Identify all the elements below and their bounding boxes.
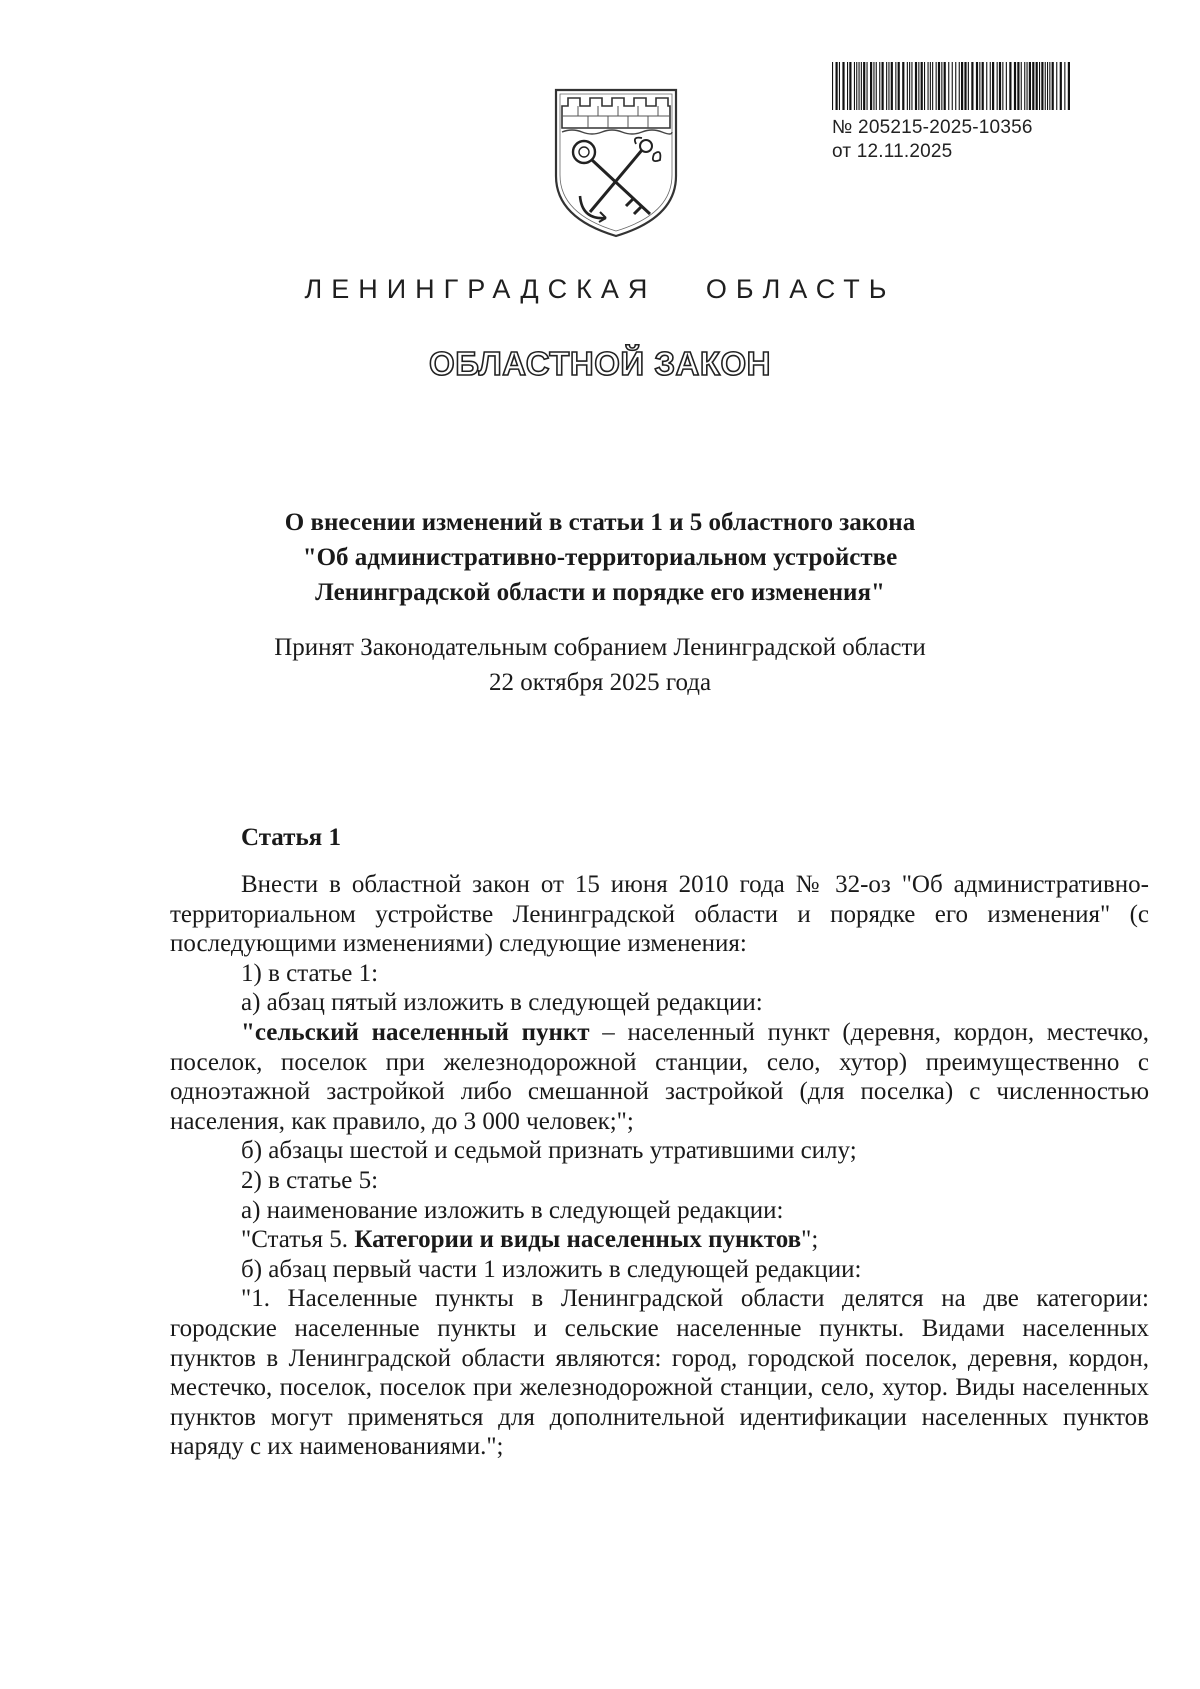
barcode-bar [1047, 62, 1048, 110]
barcode-bar [961, 62, 963, 110]
barcode-bar [1002, 62, 1003, 110]
barcode-bar [982, 62, 984, 110]
barcode-bar [859, 62, 860, 110]
barcode-bar [1024, 62, 1025, 110]
law-title-line-1: О внесении изменений в статьи 1 и 5 областного закона [284, 509, 916, 536]
quote-2-title: Категории и виды населенных пунктов [354, 1226, 802, 1254]
barcode-bar [849, 62, 851, 110]
barcode-image [832, 62, 1072, 110]
barcode-bar [997, 62, 998, 110]
barcode-bar [944, 62, 946, 110]
barcode-bar [1056, 62, 1057, 110]
barcode-bar [924, 62, 925, 110]
barcode-bar [941, 62, 942, 110]
registration-date: от 12.11.2025 [832, 141, 953, 162]
barcode-bar [873, 62, 874, 110]
article-body [170, 870, 1149, 1462]
article-item-2: 2) в статье 5: [241, 1166, 379, 1194]
barcode-bar [1052, 62, 1054, 110]
barcode-bar [1027, 62, 1028, 110]
barcode-bar [832, 62, 833, 110]
quote-2-prefix: "Статья 5. [241, 1226, 355, 1254]
barcode-bar [928, 62, 929, 110]
barcode-bar [863, 62, 865, 110]
article-item-2a: а) наименование изложить в следующей редакции: [241, 1196, 784, 1224]
law-title-line-3: Ленинградской области и порядке его изменения" [315, 579, 885, 606]
adoption-line-1: Принят Законодательным собранием Ленинградской области [274, 634, 926, 661]
barcode-bar [1068, 62, 1070, 110]
barcode-bar [895, 62, 896, 110]
barcode-bar [911, 62, 912, 110]
registration-number: № 205215-2025-10356 [832, 117, 1033, 138]
barcode-bar [898, 62, 900, 110]
barcode-bar [888, 62, 889, 110]
barcode-bar [1021, 62, 1022, 110]
barcode-bar [856, 62, 857, 110]
barcode-bar [879, 62, 880, 110]
barcode-bar [936, 62, 937, 110]
barcode-bar [839, 62, 840, 110]
article-quote-2 [170, 1225, 1149, 1255]
barcode-bar [968, 62, 969, 110]
barcode-bar [1049, 62, 1050, 110]
barcode-bar [952, 62, 953, 110]
coat-of-arms-emblem [550, 80, 682, 240]
article-quote-1 [170, 1018, 1149, 1136]
quote-1-definition: – населенный пункт (деревня, кордон, местечко, поселок, поселок при железнодорожной станции, село, хутор) преимущественно с одноэтажной застройкой либо смешанной застройкой (для поселка) с численностью населения, как правило, до 3 000 человек;"; [170, 1018, 1150, 1135]
barcode-bar [1060, 62, 1062, 110]
article-heading: Статья 1 [241, 824, 341, 851]
barcode-bar [870, 62, 872, 110]
barcode-bar [891, 62, 893, 110]
barcode-bar [990, 62, 991, 110]
barcode-bar [909, 62, 910, 110]
quote-2-suffix: "; [801, 1226, 819, 1254]
barcode-bar [979, 62, 980, 110]
barcode-bar [876, 62, 877, 110]
barcode-bar [948, 62, 949, 110]
document-type-heading: ОБЛАСТНОЙ ЗАКОН [429, 345, 771, 382]
barcode-bar [1039, 62, 1040, 110]
barcode-bar [932, 62, 933, 110]
barcode-bar [976, 62, 978, 110]
barcode-bar [861, 62, 862, 110]
barcode-bar [999, 62, 1001, 110]
barcode-bar [1014, 62, 1016, 110]
barcode-bar [915, 62, 917, 110]
barcode-bar [930, 62, 931, 110]
barcode-bar [1064, 62, 1065, 110]
barcode-bar [1006, 62, 1007, 110]
barcode-bar [986, 62, 987, 110]
barcode-bar [867, 62, 868, 110]
barcode-bar [955, 62, 956, 110]
article-quote-3: "1. Населенные пункты в Ленинградской области делятся на две категории: городские населенные пункты и сельские населенные пункты. Видами населенных пунктов в Ленинградской области являются: город, городской поселок, деревня, кордон, местечко, поселок, поселок при железнодорожной станции, село, хутор. Виды населенных пунктов могут применяться для дополнительной идентификации населенных пунктов наряду с их наименованиями."; [170, 1285, 1149, 1461]
article-item-2b: б) абзац первый части 1 изложить в следующей редакции: [241, 1255, 862, 1283]
barcode-bar [847, 62, 848, 110]
article-item-1: 1) в статье 1: [241, 959, 379, 987]
barcode-bar [836, 62, 838, 110]
law-title-line-2: "Об административно-территориальном устройстве [302, 544, 898, 571]
article-item-1b: б) абзацы шестой и седьмой признать утратившими силу; [241, 1137, 857, 1165]
article-intro-paragraph: Внести в областной закон от 15 июня 2010 года № 32-оз "Об административно-территориальном устройстве Ленинградской области и порядке его изменения" (с последующими изменениями) следующие изменения: [170, 871, 1149, 958]
barcode-bar [921, 62, 923, 110]
barcode-bar [1041, 62, 1043, 110]
article-item-1a: а) абзац пятый изложить в следующей редакции: [241, 989, 763, 1017]
barcode-bar [902, 62, 904, 110]
barcode-bar [938, 62, 940, 110]
barcode-bar [1032, 62, 1034, 110]
barcode-bar [1036, 62, 1038, 110]
region-heading: ЛЕНИНГРАДСКАЯ ОБЛАСТЬ [304, 274, 896, 304]
barcode-bar [886, 62, 887, 110]
barcode-bar [918, 62, 919, 110]
barcode-bar [971, 62, 973, 110]
quote-1-term: "сельский населенный пункт [241, 1018, 590, 1046]
barcode-bar [1009, 62, 1011, 110]
barcode-bar [882, 62, 884, 110]
barcode-bar [854, 62, 855, 110]
adoption-date: 22 октября 2025 года [488, 669, 712, 696]
barcode-bar [1029, 62, 1031, 110]
barcode-bar [1045, 62, 1046, 110]
barcode-bar [959, 62, 960, 110]
barcode-bar [964, 62, 966, 110]
barcode-bar [1017, 62, 1019, 110]
barcode-bar [842, 62, 844, 110]
barcode-bar [992, 62, 994, 110]
barcode-bar [907, 62, 908, 110]
